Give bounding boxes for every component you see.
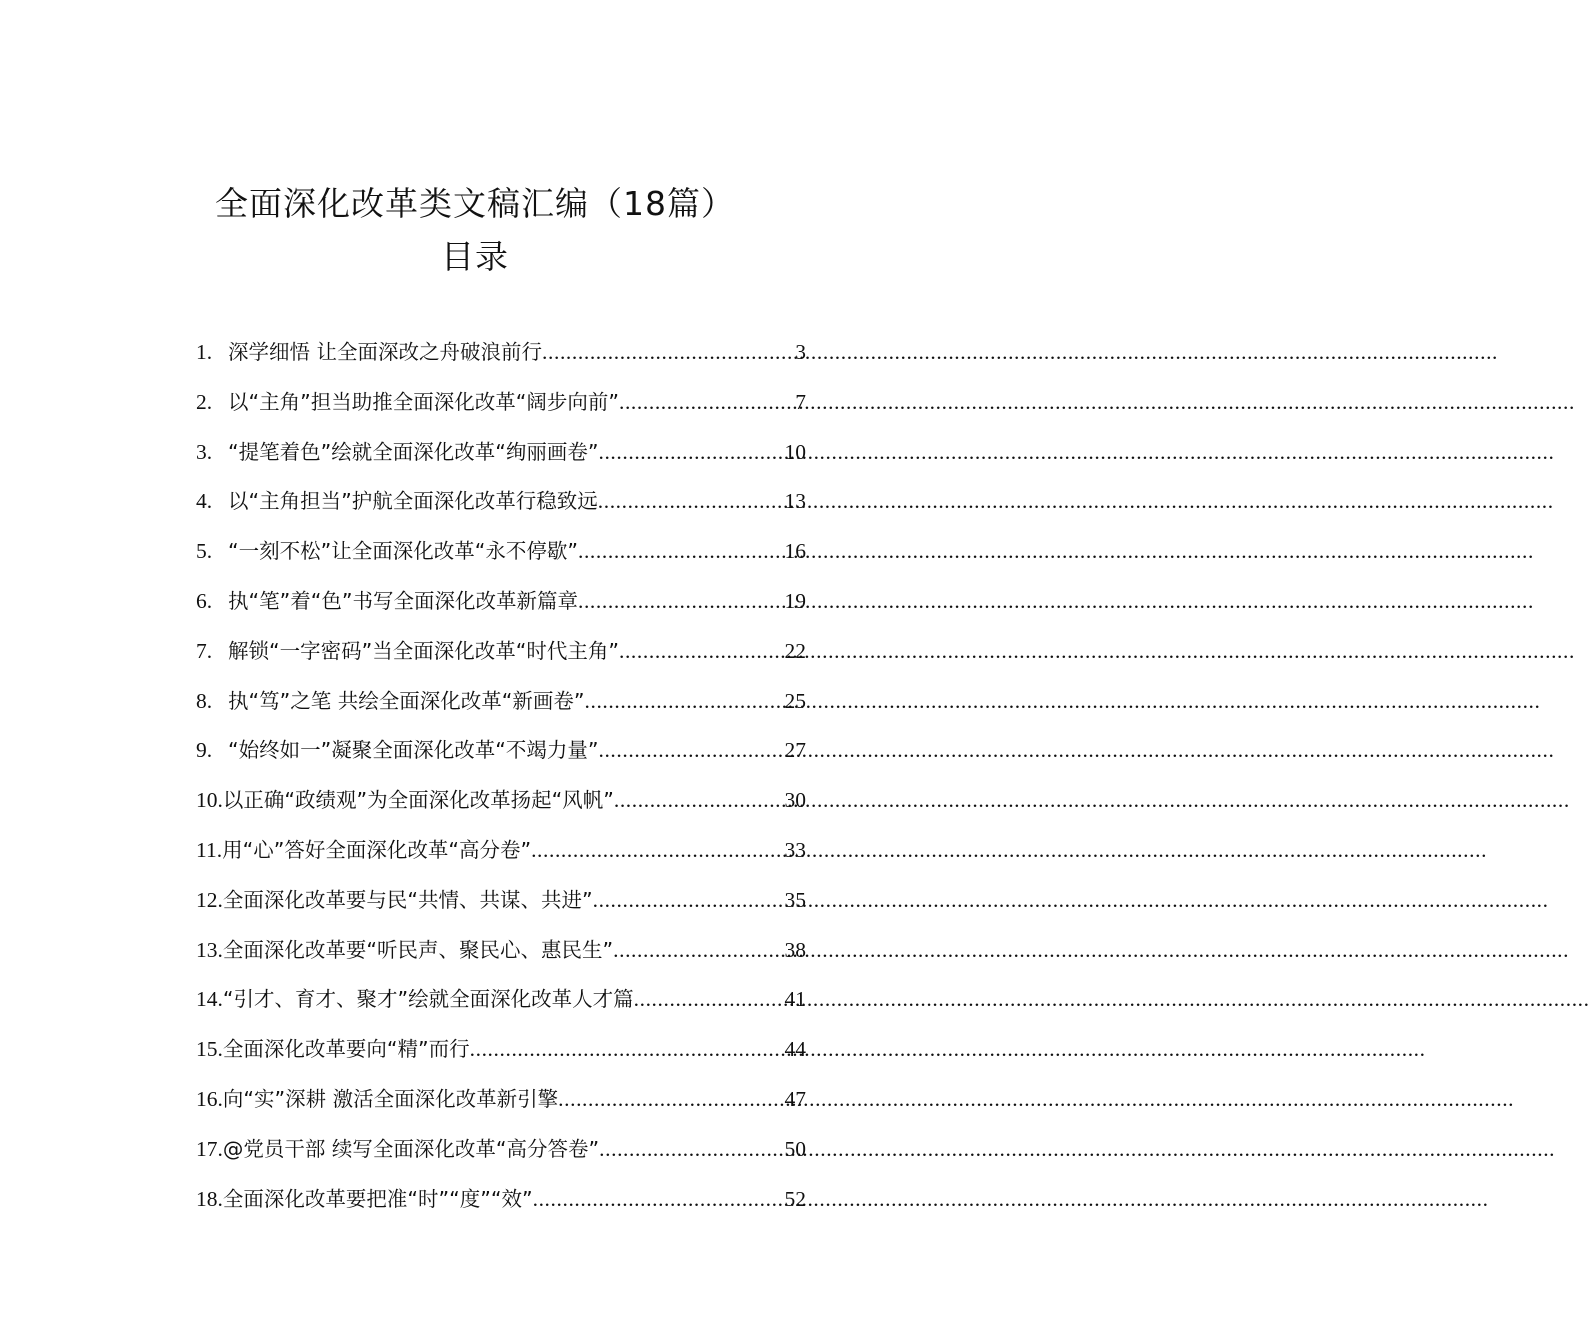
toc-entry-page: 33 (784, 837, 806, 862)
toc-leader-dots (558, 1075, 784, 1125)
toc-entry-number: 6. (196, 588, 213, 613)
toc-entry-number: 5. (196, 539, 213, 564)
toc-entry-title: 以正确“政绩观”为全面深化改革扬起“风帆” (222, 788, 614, 813)
toc-entry-number: 16. (196, 1086, 223, 1111)
toc-entry (196, 1025, 806, 1075)
toc-leader-dots (619, 627, 785, 677)
toc-entry-title: 全面深化改革要向“精”而行 (222, 1037, 470, 1062)
toc-entry (196, 726, 806, 776)
toc-leader-dots (598, 477, 785, 527)
toc-entry-page: 13 (784, 489, 806, 514)
toc-entry-page: 25 (784, 688, 806, 713)
toc-entry-number: 14. (196, 987, 223, 1012)
toc-entry-number: 4. (196, 489, 213, 514)
toc-entry-page: 38 (784, 937, 806, 962)
toc-entry-number: 18. (196, 1186, 223, 1211)
toc-entry (196, 975, 806, 1025)
toc-entry-title: 向“实”深耕 激活全面深化改革新引擎 (222, 1086, 559, 1111)
toc-entry-number: 8. (196, 688, 213, 713)
toc-entry-title: @党员干部 续写全面深化改革“高分答卷” (222, 1136, 600, 1161)
toc-entry-number: 3. (196, 439, 213, 464)
toc-entry-title: “一刻不松”让全面深化改革“永不停歇” (228, 539, 578, 564)
toc-entry-page: 7 (795, 389, 806, 414)
toc-entry-number: 13. (196, 937, 223, 962)
toc-entry-title: 以“主角”担当助推全面深化改革“阔步向前” (228, 389, 619, 414)
toc-entry-page: 19 (784, 588, 806, 613)
toc-entry (196, 677, 806, 727)
toc-entry-number: 15. (196, 1037, 223, 1062)
toc-entry-title: 以“主角担当”护航全面深化改革行稳致远 (228, 489, 598, 514)
toc-leader-dots (593, 876, 785, 926)
toc-entry-page: 10 (784, 439, 806, 464)
toc-leader-dots (613, 926, 784, 976)
toc-entry (196, 1125, 806, 1175)
table-of-contents (196, 328, 806, 1224)
toc-entry-title: 深学细悟 让全面深改之舟破浪前行 (228, 340, 543, 364)
toc-leader-dots (614, 776, 785, 826)
toc-entry-page: 50 (784, 1136, 806, 1161)
toc-entry (196, 477, 806, 527)
toc-leader-dots (598, 726, 784, 776)
toc-entry-title: “引才、育才、聚才”绘就全面深化改革人才篇 (222, 987, 634, 1012)
toc-leader-dots (470, 1025, 785, 1075)
toc-entry-page: 27 (784, 738, 806, 763)
toc-entry (196, 627, 806, 677)
toc-leader-dots (585, 677, 785, 727)
toc-leader-dots (531, 826, 784, 876)
toc-entry-title: “提笔着色”绘就全面深化改革“绚丽画卷” (228, 439, 599, 464)
toc-entry (196, 1075, 806, 1125)
toc-entry (196, 826, 806, 876)
toc-leader-dots (578, 527, 785, 577)
toc-leader-dots (533, 1175, 785, 1225)
toc-entry-number: 12. (196, 887, 223, 912)
toc-entry-number: 2. (196, 389, 213, 414)
toc-entry-page: 30 (784, 788, 806, 813)
toc-entry-title: 全面深化改革要把准“时”“度”“效” (222, 1186, 533, 1211)
toc-entry-page: 16 (784, 539, 806, 564)
toc-entry-page: 52 (784, 1186, 806, 1211)
toc-entry-page: 44 (784, 1037, 806, 1062)
toc-leader-dots (619, 378, 795, 428)
toc-entry (196, 776, 806, 826)
toc-entry-number: 11. (196, 837, 223, 862)
toc-entry-title: 解锁“一字密码”当全面深化改革“时代主角” (228, 638, 619, 663)
toc-entry-page: 47 (784, 1086, 806, 1111)
toc-heading: 目录 (441, 237, 509, 276)
toc-leader-dots (542, 328, 795, 378)
toc-entry-page: 41 (784, 987, 806, 1012)
toc-entry-page: 22 (784, 638, 806, 663)
toc-entry-title: 全面深化改革要“听民声、聚民心、惠民生” (222, 937, 614, 962)
toc-entry-title: 用“心”答好全面深化改革“高分卷” (222, 837, 532, 862)
toc-entry-title: 执“笔”着“色”书写全面深化改革新篇章 (228, 588, 578, 613)
toc-entry (196, 876, 806, 926)
toc-leader-dots (578, 577, 785, 627)
toc-leader-dots (634, 975, 785, 1025)
toc-entry-page: 35 (784, 887, 806, 912)
toc-entry (196, 577, 806, 627)
toc-entry (196, 926, 806, 976)
toc-entry-number: 10. (196, 788, 223, 813)
toc-entry-title: 执“笃”之笔 共绘全面深化改革“新画卷” (228, 688, 585, 713)
toc-entry (196, 527, 806, 577)
toc-entry-number: 9. (196, 738, 213, 763)
toc-entry-title: 全面深化改革要与民“共情、共谋、共进” (222, 887, 593, 912)
toc-entry-number: 7. (196, 638, 213, 663)
document-title: 全面深化改革类文稿汇编（18篇） (215, 184, 735, 223)
toc-leader-dots (598, 428, 784, 478)
toc-entry (196, 428, 806, 478)
toc-entry-title: “始终如一”凝聚全面深化改革“不竭力量” (228, 738, 599, 763)
toc-entry-number: 1. (196, 340, 213, 364)
toc-entry (196, 1175, 806, 1225)
toc-entry-page: 3 (795, 340, 806, 364)
toc-entry-number: 17. (196, 1136, 223, 1161)
toc-entry (196, 328, 806, 378)
toc-leader-dots (599, 1125, 784, 1175)
toc-entry (196, 378, 806, 428)
